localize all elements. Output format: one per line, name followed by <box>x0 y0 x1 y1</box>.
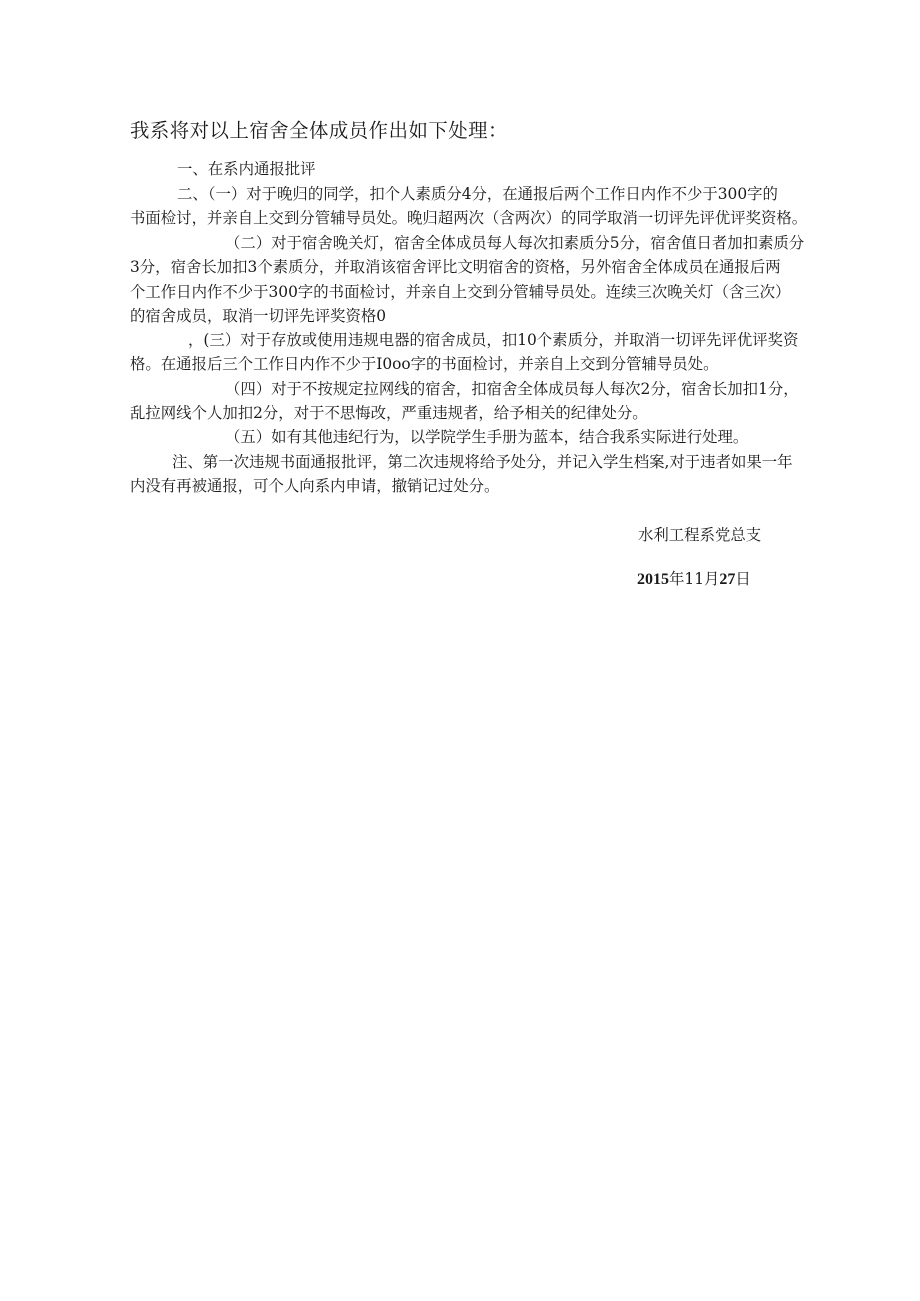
date-year: 2015 <box>637 571 669 588</box>
paragraph-line: 一、在系内通报批评 <box>177 160 316 178</box>
paragraph-line: 注、第一次违规书面通报批评，第二次违规将给予处分，并记入学生档案,对于违者如果一年 <box>172 453 793 471</box>
paragraph-line: （五）如有其他违纪行为，以学院学生手册为蓝本，结合我系实际进行处理。 <box>225 428 749 446</box>
paragraph-line: 3分，宿舍长加扣3个素质分，并取消该宿舍评比文明宿舍的资格，另外宿舍全体成员在通报后两 <box>130 258 781 276</box>
paragraph-line: （二）对于宿舍晚关灯，宿舍全体成员每人每次扣素质分5分，宿舍值日者加扣素质分 <box>225 234 805 252</box>
paragraph-line: 乱拉网线个人加扣2分，对于不思悔改，严重违规者，给予相关的纪律处分。 <box>130 404 648 422</box>
document-heading: 我系将对以上宿舍全体成员作出如下处理： <box>130 119 508 142</box>
paragraph-line: 书面检讨，并亲自上交到分管辅导员处。晚归超两次（含两次）的同学取消一切评先评优评奖资格。 <box>130 209 808 227</box>
date-month: 11 <box>684 570 704 588</box>
paragraph-line: 内没有再被通报，可个人向系内申请，撤销记过处分。 <box>130 477 500 495</box>
paragraph-line: 的宿舍成员，取消一切评先评奖资格0 <box>130 307 387 325</box>
date-day: 27 <box>719 571 736 588</box>
paragraph-line: （四）对于不按规定拉网线的宿舍，扣宿舍全体成员每人每次2分，宿舍长加扣1分， <box>225 380 799 398</box>
signature-date <box>637 567 751 592</box>
date-day-unit: 日 <box>735 570 751 588</box>
paragraph-line: 格。在通报后三个工作日内作不少于I0oo字的书面检讨，并亲自上交到分管辅导员处。 <box>130 355 719 373</box>
signature-org: 水利工程系党总支 <box>638 526 762 544</box>
date-year-unit: 年 <box>669 570 685 588</box>
paragraph-line: ，(三）对于存放或使用违规电器的宿舍成员，扣10个素质分，并取消一切评先评优评奖资 <box>188 331 799 349</box>
date-month-unit: 月 <box>704 570 720 588</box>
paragraph-line: 二、（一）对于晚归的同学，扣个人素质分4分，在通报后两个工作日内作不少于300字的 <box>177 185 778 203</box>
paragraph-line: 个工作日内作不少于300字的书面检讨，并亲自上交到分管辅导员处。连续三次晚关灯（含三次） <box>130 283 791 301</box>
